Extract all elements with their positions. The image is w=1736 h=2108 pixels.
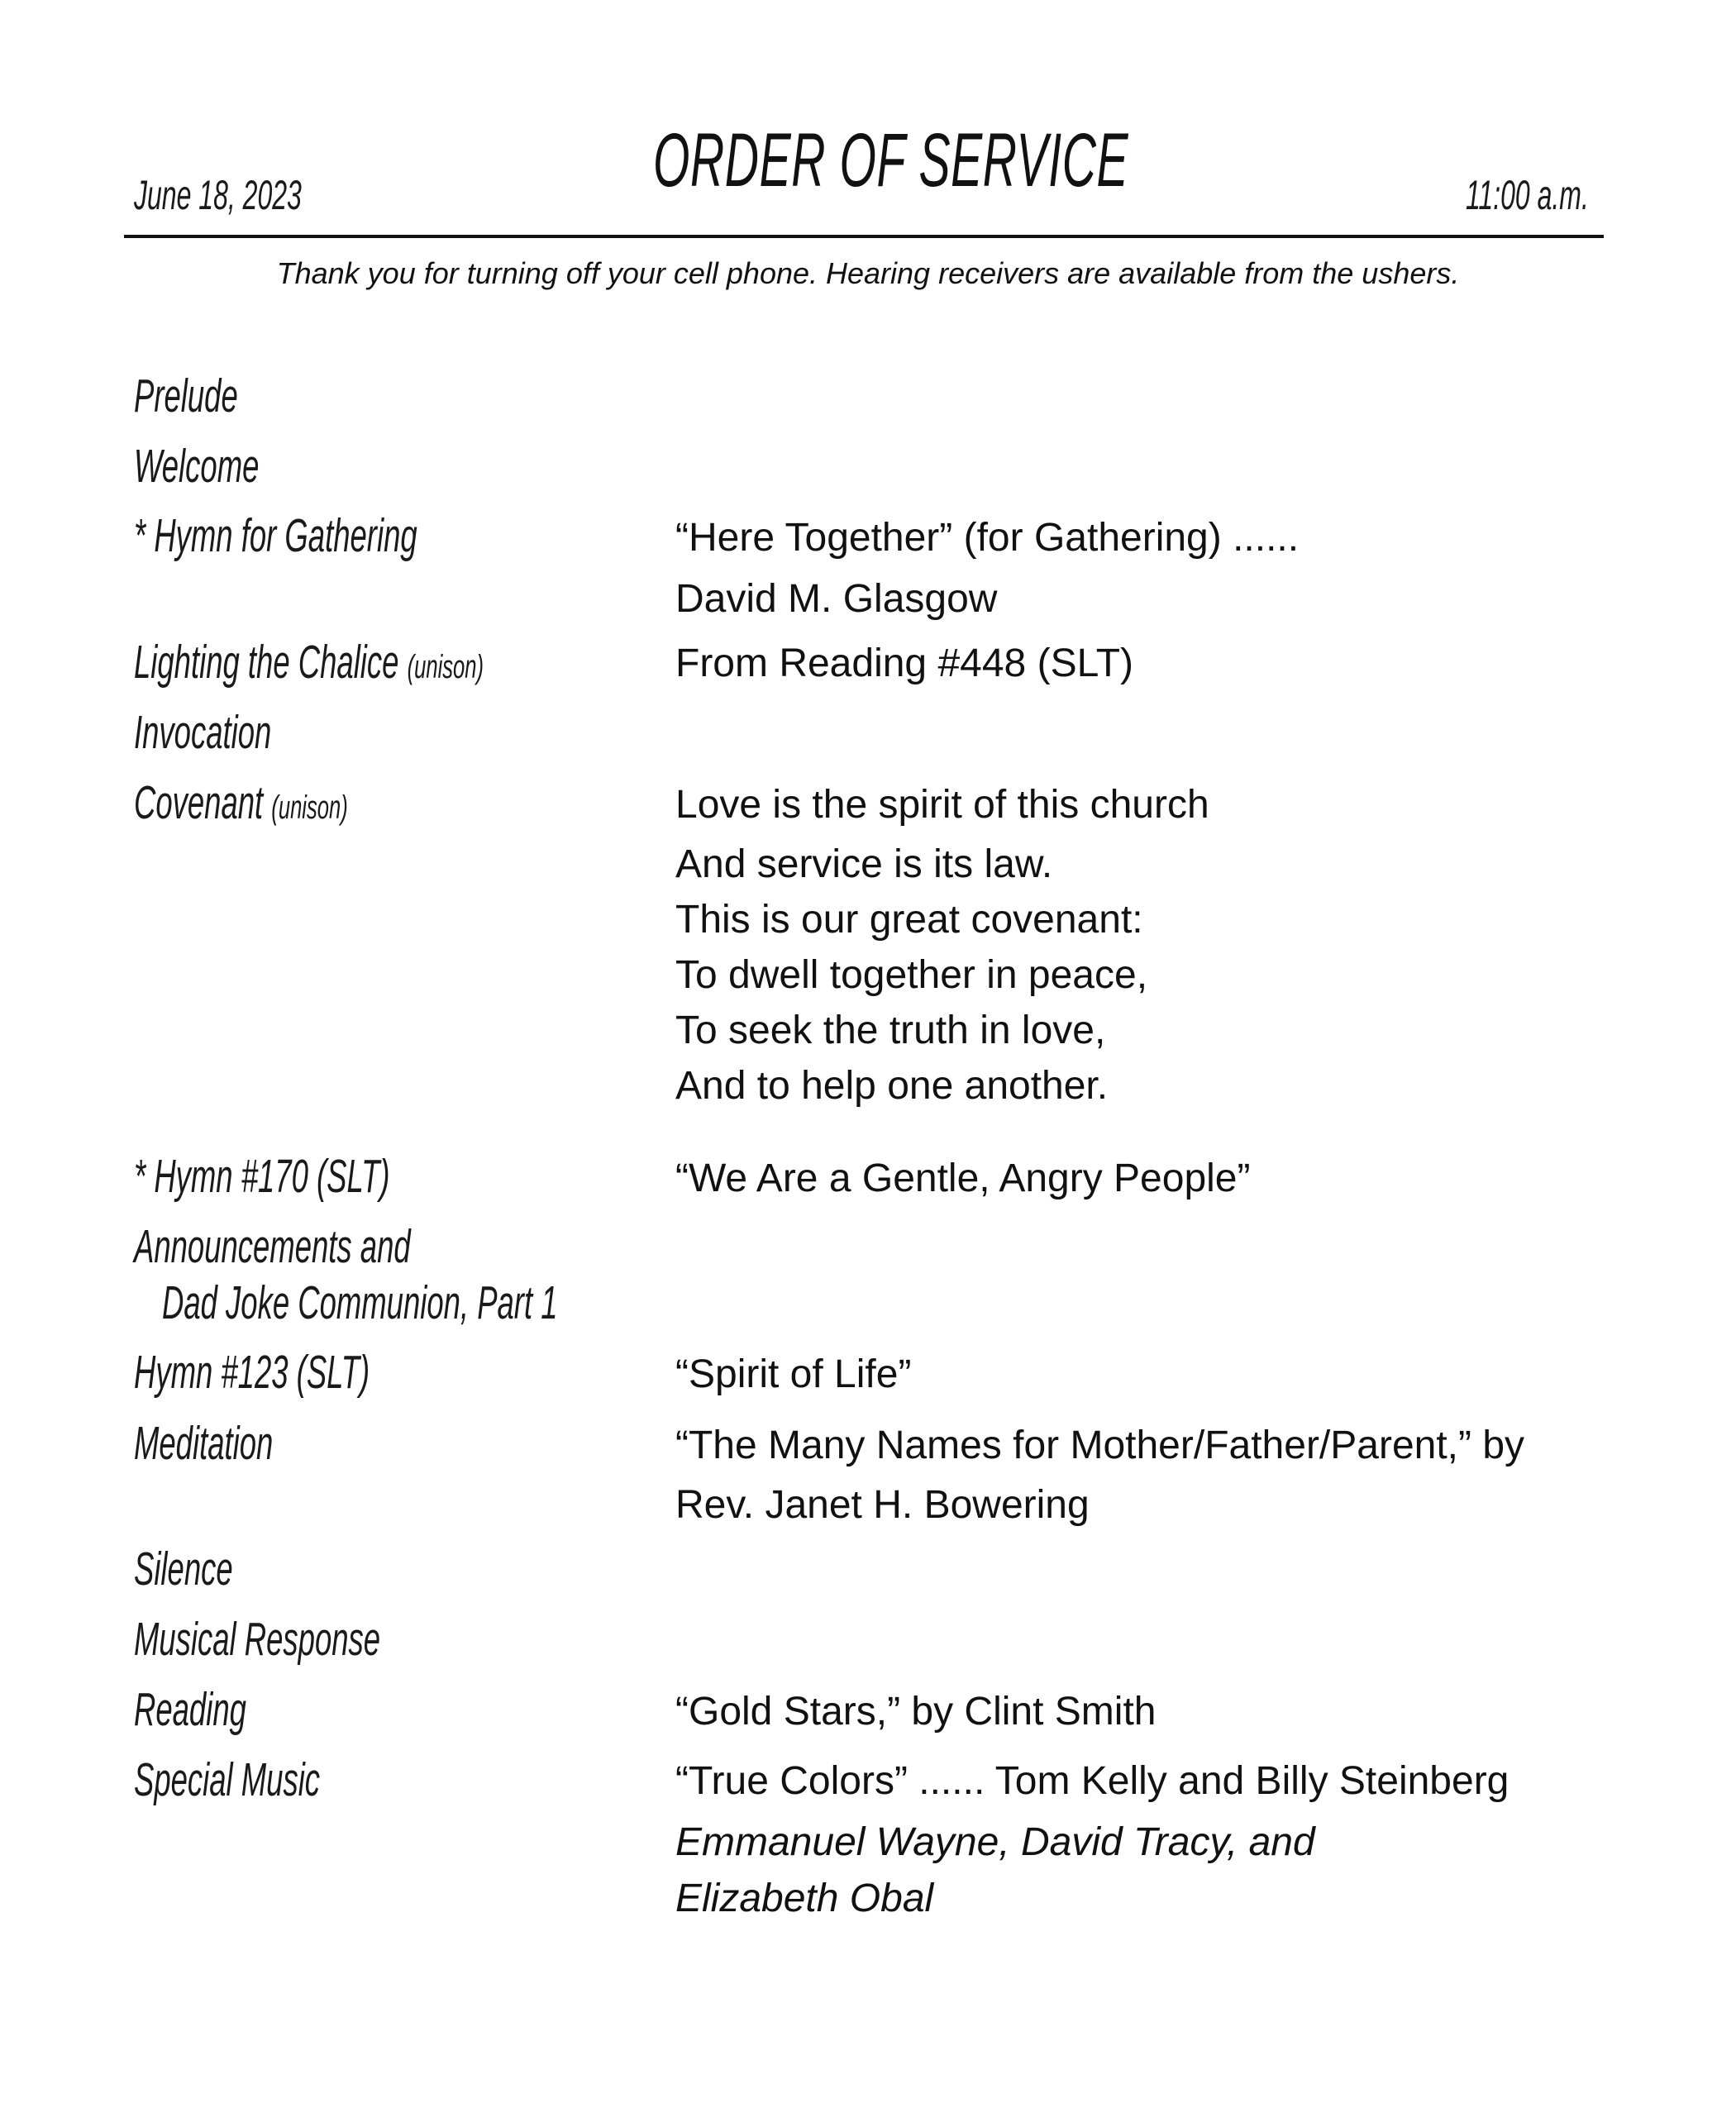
label-covenant — [134, 775, 348, 830]
covenant-line: Love is the spirit of this church — [675, 783, 1209, 827]
special-music-performers: Emmanuel Wayne, David Tracy, and — [675, 1820, 1315, 1864]
page-title: ORDER OF SERVICE — [653, 118, 1129, 203]
label-hymn-123: Hymn #123 (SLT) — [134, 1346, 370, 1399]
covenant-line: To seek the truth in love, — [675, 1009, 1106, 1052]
hymn-gathering-composer: David M. Glasgow — [675, 577, 998, 621]
special-music-title: “True Colors” ...... Tom Kelly and Billy Steinberg — [675, 1759, 1509, 1803]
hymn-170-title: “We Are a Gentle, Angry People” — [675, 1157, 1251, 1200]
hymn-gathering-title: “Here Together” (for Gathering) ...... — [675, 516, 1300, 560]
covenant-line: This is our great covenant: — [675, 898, 1143, 942]
label-hymn-170: * Hymn #170 (SLT) — [134, 1150, 390, 1203]
special-music-performers-cont: Elizabeth Obal — [675, 1877, 934, 1920]
label-reading: Reading — [134, 1683, 246, 1736]
label-prelude: Prelude — [134, 370, 238, 422]
label-silence: Silence — [134, 1543, 233, 1595]
label-musical-response: Musical Response — [134, 1613, 381, 1666]
label-lighting-chalice — [134, 635, 484, 689]
header-divider — [124, 235, 1604, 238]
service-time: 11:00 a.m. — [1466, 172, 1589, 218]
covenant-line: And to help one another. — [675, 1064, 1109, 1108]
label-announcements: Announcements and — [134, 1220, 411, 1273]
label-lighting-chalice-text: Lighting the Chalice — [134, 636, 399, 689]
meditation-author: Rev. Janet H. Bowering — [675, 1483, 1090, 1527]
label-invocation: Invocation — [134, 706, 272, 759]
covenant-line: To dwell together in peace, — [675, 953, 1148, 997]
cell-phone-notice: Thank you for turning off your cell phone. Hearing receivers are available from the ushers. — [276, 256, 1460, 290]
covenant-line: And service is its law. — [675, 842, 1053, 886]
label-special-music: Special Music — [134, 1753, 321, 1806]
chalice-reading: From Reading #448 (SLT) — [675, 641, 1134, 685]
service-date: June 18, 2023 — [134, 172, 302, 218]
label-dad-joke-communion: Dad Joke Communion, Part 1 — [162, 1276, 558, 1329]
label-hymn-gathering: * Hymn for Gathering — [134, 509, 417, 562]
hymn-123-title: “Spirit of Life” — [675, 1352, 912, 1396]
unison-note: (unison) — [271, 789, 348, 826]
label-welcome: Welcome — [134, 440, 260, 493]
unison-note: (unison) — [407, 649, 484, 685]
meditation-title: “The Many Names for Mother/Father/Parent,” by — [675, 1424, 1525, 1467]
label-covenant-text: Covenant — [134, 776, 264, 829]
label-meditation: Meditation — [134, 1417, 274, 1470]
reading-title: “Gold Stars,” by Clint Smith — [675, 1690, 1157, 1734]
